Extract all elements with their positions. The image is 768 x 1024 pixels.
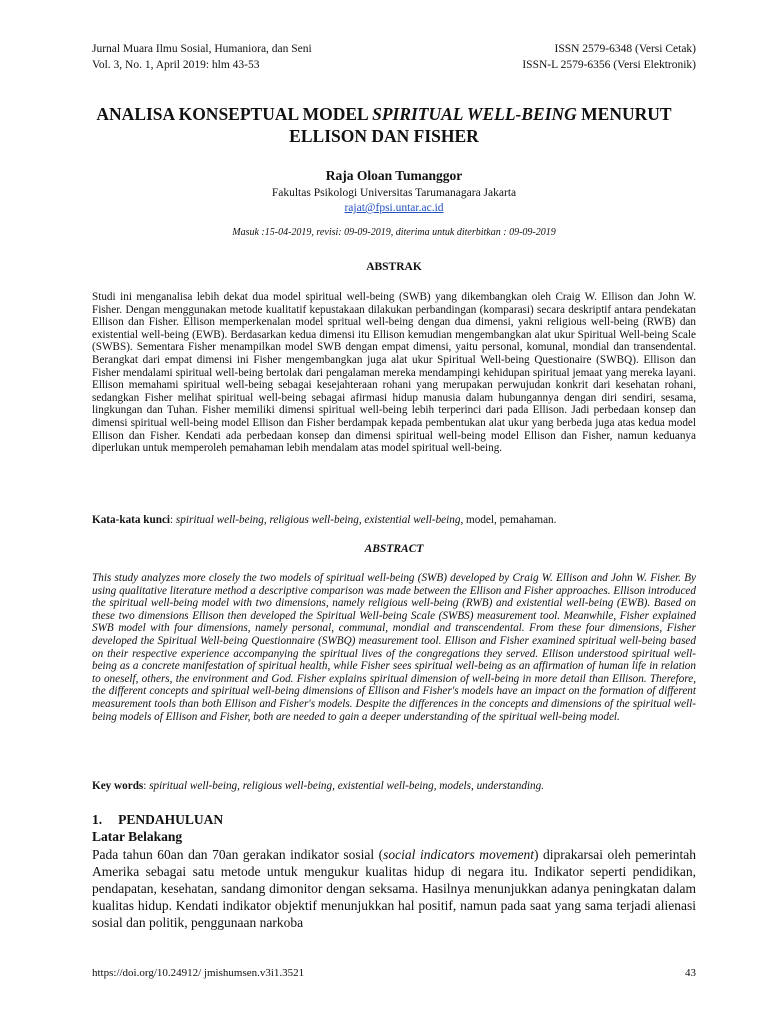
author-name: Raja Oloan Tumanggor — [325, 168, 463, 183]
abstrak-keywords-plain: , model, pemahaman. — [460, 514, 557, 526]
abstract-keywords-italic: spiritual well-being, religious well-being, existential well-being, models, understanding. — [149, 780, 545, 792]
abstrak-keywords — [92, 514, 696, 527]
journal-name: Jurnal Muara Ilmu Sosial, Humaniora, dan Seni — [92, 43, 312, 55]
section-title: PENDAHULUAN — [118, 812, 224, 827]
section-number: 1. — [92, 812, 103, 827]
issn-print: ISSN 2579-6348 (Versi Cetak) — [554, 43, 696, 55]
abstract-keywords-sep: : — [143, 780, 150, 792]
issn-electronic: ISSN-L 2579-6356 (Versi Elektronik) — [522, 59, 696, 71]
section-heading-pendahuluan — [92, 812, 223, 828]
intro-text-italic: social indicators movement — [383, 847, 534, 862]
abstrak-body: Studi ini menganalisa lebih dekat dua model spiritual well-being (SWB) yang dikembangkan oleh Craig W. Ellison dan John W. Fisher. Dengan menggunakan metode kualitatif kepustakaan dilakukan perbandingan (komparasi) secara deskriptif antara pendekatan Ellison dan Fisher. Ellison memperkenalan model spritual well-being dengan dua dimensi, yakni religious well-being (RWB) dan existential well-being (EWB). Berdasarkan kedua dimensi itu Ellison kemudian mengembangkan alat ukur Spiritual Well-being Scale (SWBS). Sementara Fisher menampilkan model SWB dengan empat dimensi, yaitu personal, komunal, mondial dan transendental. Berangkat dari empat dimensi ini Fisher mengembangkan juga alat ukur Spiritual Well-being Questionaire (SWBQ). Ellison dan Fisher mendalami spiritual well-being bertolak dari pengalaman mereka mendampingi kehidupan spiritual jemaat yang mereka layani. Ellison memahami spiritual well-being sebagai kesejahteraan rohani yang merupakan perwujudan konkrit dari kesehatan rohani, sedangkan Fisher melihat spiritual well-being sebagai afirmasi hidup manusia dalam hubungannya dengan diri sendiri, sesama, lingkungan dan Tuhan. Fisher memiliki dimensi spiritual well-being lebih terperinci dari pada Ellison. Jadi perbedaan konsep dan dimensi spiritual well-being model Ellison dan Fisher berdampak kepada pembentukan alat ukur yang berbeda juga atas kedua model Ellison dan Fisher. Kendati ada perbedaan konsep dan dimensi spiritual well-being model Ellison dan Fisher, namun keduanya diperlukan untuk memperoleh pemahaman lebih mendalam atas model spiritual well-being. — [92, 291, 696, 455]
intro-text-1: Pada tahun 60an dan 70an gerakan indikator sosial ( — [92, 847, 384, 862]
submission-dates: Masuk :15-04-2019, revisi: 09-09-2019, diterima untuk diterbitkan : 09-09-2019 — [232, 227, 556, 238]
article-title — [70, 103, 698, 147]
abstrak-heading: ABSTRAK — [366, 261, 422, 273]
abstract-keywords-label: Key words — [92, 780, 144, 792]
title-line-2: ELLISON DAN FISHER — [289, 126, 479, 146]
title-part-1: ANALISA KONSEPTUAL MODEL — [96, 104, 373, 124]
abstrak-keywords-label: Kata-kata kunci — [92, 514, 171, 526]
author-affiliation: Fakultas Psikologi Universitas Tarumanagara Jakarta — [271, 187, 517, 199]
abstrak-keywords-sep: : — [170, 514, 176, 526]
intro-paragraph — [92, 846, 696, 931]
author-email-link[interactable]: rajat@fpsi.untar.ac.id — [344, 202, 444, 214]
volume-info: Vol. 3, No. 1, April 2019: hlm 43-53 — [92, 59, 260, 71]
title-italic: SPIRITUAL WELL-BEING — [372, 104, 577, 124]
abstract-heading: ABSTRACT — [364, 543, 424, 555]
title-part-2: MENURUT — [576, 104, 672, 124]
abstrak-keywords-italic: spiritual well-being, religious well-being, existential well-being — [175, 514, 461, 526]
abstract-body: This study analyzes more closely the two models of spiritual well-being (SWB) developed by Craig W. Ellison and John W. Fisher. By using qualitative literature method a descriptive comparison was made between the Ellison and Fisher approaches. Ellison introduced the spiritual well-being model with two dimensions, namely religious well-being (RWB) and existential well-being (EWB). Based on these two dimensions Ellison then developed the Spiritual Well-being Scale (SWBS) measurement tool. Meanwhile, Fisher explained SWB model with four dimensions, namely personal, communal, mondial and transcendental. From these four dimensions, Fisher developed the Spiritual Well-being Questionnaire (SWBQ) measurement tool. Ellison and Fisher examined spiritual well-being based on their respective experience accompanying the spiritual lives of the congregations they served. Ellison understood spiritual well-being as a concrete manifestation of spiritual health, while Fisher sees spiritual well-being as an affirmation of human life in relation to oneself, others, the environment and God. Fisher explains spiritual dimension of well-being in more detail than Ellison. Therefore, the different concepts and spiritual well-being dimensions of Ellison and Fisher's models have an impact on the formation of different measurement tools than both Ellison and Fisher's models. Despite the differences in the concepts and dimensions of the spiritual well-being models of Ellison and Fisher, both are needed to gain a deeper understanding of the spiritual well-being model. — [92, 572, 696, 723]
page-number: 43 — [685, 967, 696, 979]
intro-text-2: ) diprakarsai oleh pemerintah Amerika sebagai satu metode untuk mengukur kualitas hidup di negara itu. Indikator seperti pendidikan, pendapatan, kesehatan, sandang dimonitor dengan seksama. Hasilnya menunjukkan adanya peningkatan dalam kualitas hidup. Kendati indikator objektif menunjukkan hal positif, namun pada saat yang sama terjadi alienasi sosial dan politik, penggunaan narkoba — [92, 847, 696, 930]
subsection-heading: Latar Belakang — [92, 829, 183, 844]
doi-link[interactable]: https://doi.org/10.24912/ jmishumsen.v3i1.3521 — [92, 967, 305, 979]
abstract-keywords — [92, 780, 696, 793]
